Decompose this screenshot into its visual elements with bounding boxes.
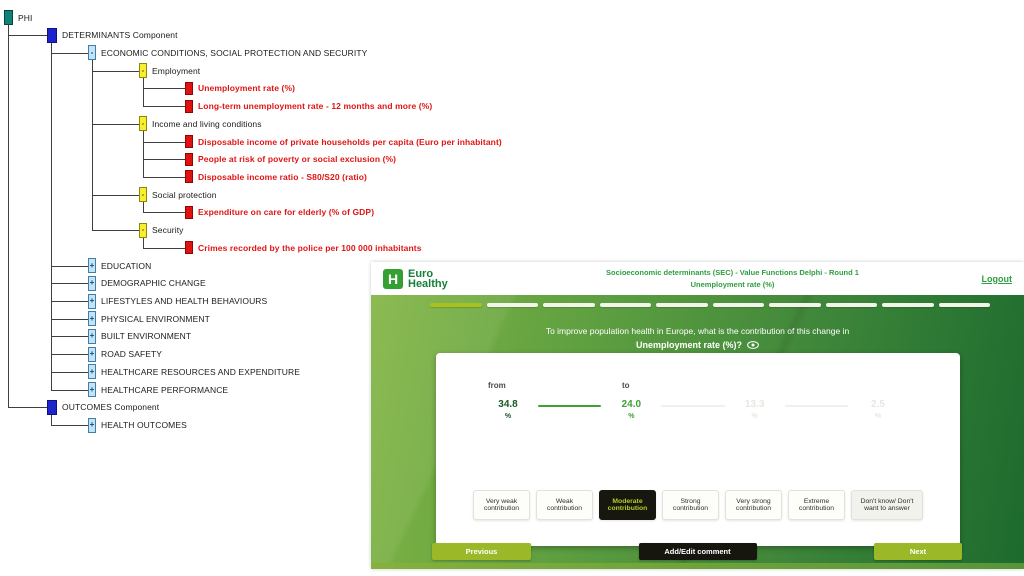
tree-node-icon-collapsed[interactable]: + xyxy=(88,311,96,326)
add-edit-comment-button[interactable]: Add/Edit comment xyxy=(639,543,757,560)
tree-row xyxy=(139,116,262,132)
tree-node-icon-collapsed[interactable]: + xyxy=(88,364,96,379)
scale-value: 24.0 % xyxy=(621,399,642,420)
tree-row xyxy=(185,98,432,114)
tree-connector-line xyxy=(51,53,88,54)
app-header xyxy=(371,262,1024,295)
tree-node-icon-indicator xyxy=(185,153,193,166)
round-title: Socioeconomic determinants (SEC) - Value Functions Delphi - Round 1 xyxy=(606,268,859,277)
tree-connector-line xyxy=(8,407,47,408)
tree-connector-line xyxy=(8,35,47,36)
answer-buttons xyxy=(473,490,923,520)
value-scale xyxy=(486,399,900,420)
tree-connector-line xyxy=(51,414,52,425)
tree-node-icon-collapsed[interactable]: + xyxy=(88,276,96,291)
tree-row xyxy=(185,80,295,96)
progress-segment xyxy=(939,303,991,307)
tree-node-label: HEALTH OUTCOMES xyxy=(101,420,187,431)
tree-node-icon-component xyxy=(47,28,57,43)
tree-connector-line xyxy=(143,237,144,248)
tree-connector-line xyxy=(51,425,88,426)
scale-value: 2.5 % xyxy=(871,399,885,420)
tree-connector-line xyxy=(143,142,185,143)
header-titles xyxy=(513,268,952,289)
tree-connector-line xyxy=(51,372,88,373)
logo-line1: Euro xyxy=(408,267,434,280)
bottom-strip xyxy=(371,563,1024,569)
tree-node-label: OUTCOMES Component xyxy=(62,402,160,413)
tree-row xyxy=(139,187,217,203)
tree-connector-line xyxy=(143,202,144,213)
tree-connector-line xyxy=(92,71,139,72)
visibility-eye-icon[interactable] xyxy=(747,341,759,349)
previous-button[interactable]: Previous xyxy=(432,543,531,560)
tree-node-label: Crimes recorded by the police per 100 000 inhabitants xyxy=(198,242,422,253)
progress-segment xyxy=(769,303,821,307)
scale-connector-line xyxy=(661,405,724,407)
tree-row xyxy=(88,258,151,274)
value-function-card xyxy=(436,353,960,546)
tree-connector-line xyxy=(143,159,185,160)
answer-button[interactable]: Very weak contribution xyxy=(473,490,530,520)
progress-segment xyxy=(713,303,765,307)
tree-node-icon-expanded[interactable]: - xyxy=(88,45,96,60)
answer-button[interactable]: Don't know/ Don't want to answer xyxy=(851,490,923,520)
tree-node-icon-collapsed[interactable]: + xyxy=(88,329,96,344)
tree-node-label: Disposable income of private households per capita (Euro per inhabitant) xyxy=(198,136,502,147)
tree-row xyxy=(47,399,159,415)
tree-row xyxy=(185,169,367,185)
eurohealthy-app xyxy=(371,262,1024,569)
tree-connector-line xyxy=(92,195,139,196)
tree-node-icon-collapsed[interactable]: + xyxy=(88,418,96,433)
answer-button[interactable]: Strong contribution xyxy=(662,490,719,520)
tree-node-icon-expanded[interactable]: - xyxy=(139,116,147,131)
tree-row xyxy=(88,328,191,344)
eurohealthy-logo-icon: H xyxy=(383,269,403,289)
tree-node-icon-indicator xyxy=(185,241,193,254)
to-label: to xyxy=(622,381,630,390)
tree-row xyxy=(4,10,32,26)
tree-node-icon-component xyxy=(47,400,57,415)
scale-connector-line xyxy=(785,405,848,407)
tree-connector-line xyxy=(143,177,185,178)
tree-node-icon-indicator xyxy=(185,170,193,183)
tree-row xyxy=(88,293,267,309)
tree-node-icon-indicator xyxy=(185,206,193,219)
tree-connector-line xyxy=(51,42,52,389)
tree-connector-line xyxy=(51,336,88,337)
scale-value: 34.8 % xyxy=(498,399,518,420)
question-line1: To improve population health in Europe, what is the contribution of this change in xyxy=(545,326,850,336)
tree-node-icon-collapsed[interactable]: + xyxy=(88,347,96,362)
eurohealthy-logo-text xyxy=(408,269,448,289)
tree-row xyxy=(139,222,184,238)
tree-node-label: LIFESTYLES AND HEALTH BEHAVIOURS xyxy=(101,296,268,307)
tree-node-label: Unemployment rate (%) xyxy=(198,83,296,94)
tree-node-label: Social protection xyxy=(152,189,217,200)
question-line2-wrap xyxy=(371,340,1024,350)
tree-node-icon-root xyxy=(4,10,13,25)
app-body xyxy=(371,295,1024,569)
tree-row xyxy=(88,364,300,380)
tree-row xyxy=(88,382,228,398)
tree-connector-line xyxy=(51,354,88,355)
tree-connector-line xyxy=(51,283,88,284)
tree-row xyxy=(139,63,200,79)
tree-connector-line xyxy=(143,131,144,177)
tree-node-label: PHYSICAL ENVIRONMENT xyxy=(101,313,210,324)
logo-line2: Healthy xyxy=(408,277,448,290)
scale-value: 13.3 % xyxy=(744,399,765,420)
tree-node-label: Income and living conditions xyxy=(152,118,262,129)
progress-segment xyxy=(600,303,652,307)
tree-row xyxy=(185,151,396,167)
tree-node-icon-expanded[interactable]: - xyxy=(139,63,147,78)
tree-node-label: DEMOGRAPHIC CHANGE xyxy=(101,278,206,289)
tree-node-label: ROAD SAFETY xyxy=(101,349,163,360)
tree-row xyxy=(47,27,178,43)
tree-node-icon-indicator xyxy=(185,82,193,95)
progress-segment xyxy=(826,303,878,307)
logout-link[interactable]: Logout xyxy=(981,273,1012,284)
tree-node-label: BUILT ENVIRONMENT xyxy=(101,331,192,342)
tree-node-label: Long-term unemployment rate - 12 months and more (%) xyxy=(198,101,433,112)
tree-node-icon-indicator xyxy=(185,100,193,113)
progress-bar xyxy=(430,303,990,307)
tree-connector-line xyxy=(143,78,144,106)
tree-node-label: Employment xyxy=(152,65,201,76)
tree-row xyxy=(88,346,162,362)
answer-button[interactable]: Moderate contribution xyxy=(599,490,656,520)
tree-node-icon-indicator xyxy=(185,135,193,148)
progress-segment xyxy=(656,303,708,307)
tree-row xyxy=(88,45,367,61)
tree-node-label: EDUCATION xyxy=(101,260,152,271)
tree-row xyxy=(185,240,422,256)
answer-button[interactable]: Extreme contribution xyxy=(788,490,845,520)
tree-node-label: Expenditure on care for elderly (% of GDP) xyxy=(198,207,375,218)
tree-node-icon-collapsed[interactable]: + xyxy=(88,294,96,309)
answer-button[interactable]: Very strong contribution xyxy=(725,490,782,520)
tree-connector-line xyxy=(143,212,185,213)
tree-connector-line xyxy=(51,390,88,391)
tree-node-icon-collapsed[interactable]: + xyxy=(88,382,96,397)
tree-node-icon-expanded[interactable]: - xyxy=(139,223,147,238)
tree-row xyxy=(185,204,374,220)
from-label: from xyxy=(488,381,506,390)
scale-connector-line xyxy=(538,405,601,407)
answer-button[interactable]: Weak contribution xyxy=(536,490,593,520)
tree-connector-line xyxy=(92,60,93,230)
tree-node-label: ECONOMIC CONDITIONS, SOCIAL PROTECTION AND SECURITY xyxy=(101,47,368,58)
tree-node-label: PHI xyxy=(18,12,33,23)
tree-node-label: Security xyxy=(152,225,184,236)
tree-connector-line xyxy=(51,266,88,267)
tree-connector-line xyxy=(51,319,88,320)
tree-node-label: Disposable income ratio - S80/S20 (ratio) xyxy=(198,171,367,182)
tree-row xyxy=(88,417,187,433)
indicator-title: Unemployment rate (%) xyxy=(690,280,775,289)
tree-connector-line xyxy=(92,230,139,231)
tree-node-label: People at risk of poverty or social exclusion (%) xyxy=(198,154,397,165)
tree-node-icon-collapsed[interactable]: + xyxy=(88,258,96,273)
progress-segment xyxy=(882,303,934,307)
tree-row xyxy=(185,134,502,150)
tree-connector-line xyxy=(143,248,185,249)
tree-connector-line xyxy=(143,88,185,89)
progress-segment xyxy=(543,303,595,307)
question-line2: Unemployment rate (%)? xyxy=(635,340,742,350)
next-button[interactable]: Next xyxy=(874,543,962,560)
progress-segment xyxy=(430,303,482,307)
tree-connector-line xyxy=(92,124,139,125)
question xyxy=(371,326,1024,350)
tree-node-icon-expanded[interactable]: - xyxy=(139,187,147,202)
tree-row xyxy=(88,311,210,327)
progress-segment xyxy=(487,303,539,307)
tree-connector-line xyxy=(143,106,185,107)
eurohealthy-logo xyxy=(383,269,513,289)
tree-node-label: HEALTHCARE RESOURCES AND EXPENDITURE xyxy=(101,366,300,377)
tree-node-label: HEALTHCARE PERFORMANCE xyxy=(101,384,229,395)
tree-connector-line xyxy=(51,301,88,302)
tree-node-label: DETERMINANTS Component xyxy=(62,30,178,41)
tree-row xyxy=(88,275,206,291)
tree-connector-line xyxy=(8,25,9,408)
